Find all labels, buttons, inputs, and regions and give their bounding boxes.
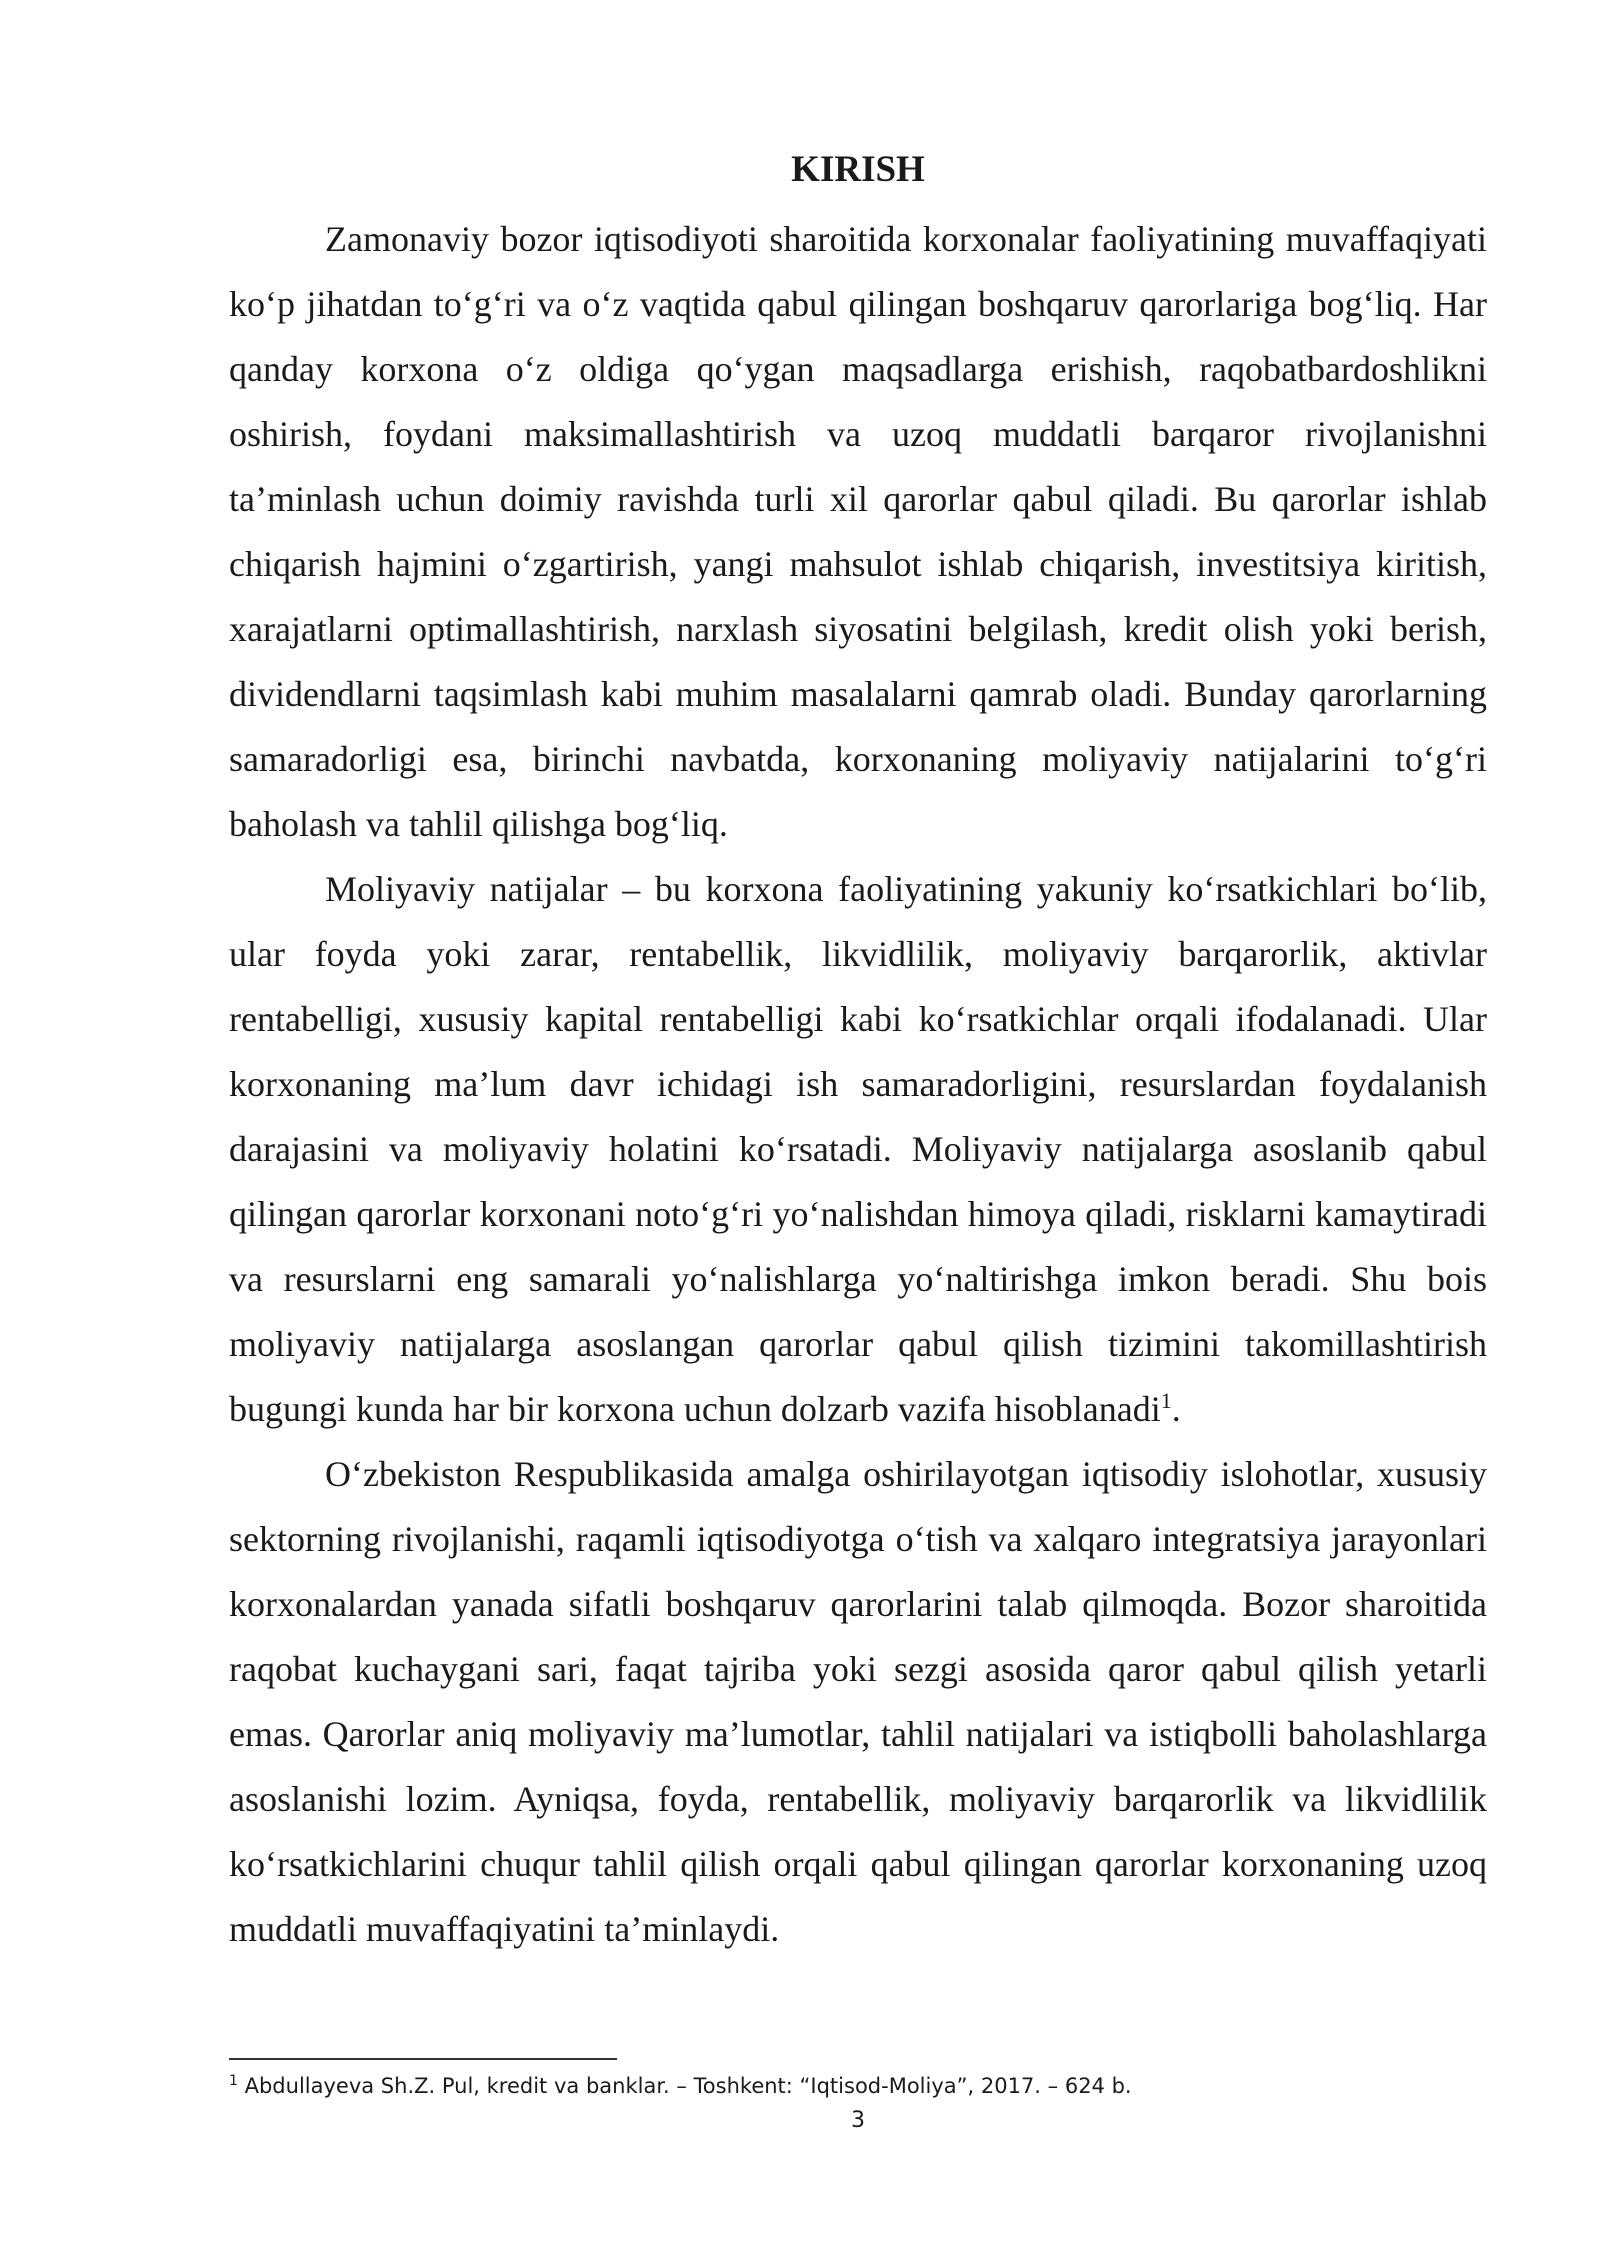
paragraph-2	[229, 857, 1487, 1442]
paragraph-2-end: .	[1171, 1389, 1181, 1429]
footnote	[229, 2071, 1487, 2101]
paragraph-3	[229, 1442, 1487, 1962]
footnote-number: 1	[229, 2073, 238, 2089]
footnote-text: Abdullayeva Sh.Z. Pul, kredit va banklar. – Toshkent: “Iqtisod-Moliya”, 2017. – 624 b.	[244, 2074, 1132, 2098]
footnote-reference[interactable]: 1	[1160, 1388, 1172, 1413]
section-heading: KIRISH	[791, 149, 925, 190]
paragraph-1	[229, 207, 1487, 857]
paragraph-2-text: Moliyaviy natijalar – bu korxona faoliyatining yakuniy ko‘rsatkichlari bo‘lib, ular foyda yoki zarar, rentabellik, likvidlilik, moliyaviy barqarorlik, aktivlar rentabelligi, xususiy kapital rentabelligi kabi ko‘rsatkichlar orqali ifodalanadi. Ular korxonaning ma’lum davr ichidagi ish samaradorligini, resurslardan foydalanish darajasini va moliyaviy holatini ko‘rsatadi. Moliyaviy natijalarga asoslanib qabul qilingan qarorlar korxonani noto‘g‘ri yo‘nalishdan himoya qiladi, risklarni kamaytiradi va resurslarni eng samarali yo‘nalishlarga yo‘naltirishga imkon beradi. Shu bois moliyaviy natijalarga asoslangan qarorlar qabul qilish tizimini takomillashtirish bugungi kunda har bir korxona uchun dolzarb vazifa hisoblanadi	[229, 869, 1487, 1429]
paragraph-3-text: O‘zbekiston Respublikasida amalga oshirilayotgan iqtisodiy islohotlar, xususiy sektorning rivojlanishi, raqamli iqtisodiyotga o‘tish va xalqaro integratsiya jarayonlari korxonalardan yanada sifatli boshqaruv qarorlarini talab qilmoqda. Bozor sharoitida raqobat kuchaygani sari, faqat tajriba yoki sezgi asosida qaror qabul qilish yetarli emas. Qarorlar aniq moliyaviy ma’lumotlar, tahlil natijalari va istiqbolli baholashlarga asoslanishi lozim. Ayniqsa, foyda, rentabellik, moliyaviy barqarorlik va likvidlilik ko‘rsatkichlarini chuqur tahlil qilish orqali qabul qilingan qarorlar korxonaning uzoq muddatli muvaffaqiyatini ta’minlaydi.	[229, 1454, 1487, 1949]
paragraph-1-text: Zamonaviy bozor iqtisodiyoti sharoitida korxonalar faoliyatining muvaffaqiyati ko‘p jihatdan to‘g‘ri va o‘z vaqtida qabul qilingan boshqaruv qarorlariga bog‘liq. Har qanday korxona o‘z oldiga qo‘ygan maqsadlarga erishish, raqobatbardoshlikni oshirish, foydani maksimallashtirish va uzoq muddatli barqaror rivojlanishni ta’minlash uchun doimiy ravishda turli xil qarorlar qabul qiladi. Bu qarorlar ishlab chiqarish hajmini o‘zgartirish, yangi mahsulot ishlab chiqarish, investitsiya kiritish, xarajatlarni optimallashtirish, narxlash siyosatini belgilash, kredit olish yoki berish, dividendlarni taqsimlash kabi muhim masalalarni qamrab oladi. Bunday qarorlarning samaradorligi esa, birinchi navbatda, korxonaning moliyaviy natijalarini to‘g‘ri baholash va tahlil qilishga bog‘liq.	[229, 219, 1487, 844]
body-text	[229, 207, 1487, 1962]
page-number: 3	[851, 2108, 865, 2133]
footnote-separator	[229, 2058, 617, 2060]
